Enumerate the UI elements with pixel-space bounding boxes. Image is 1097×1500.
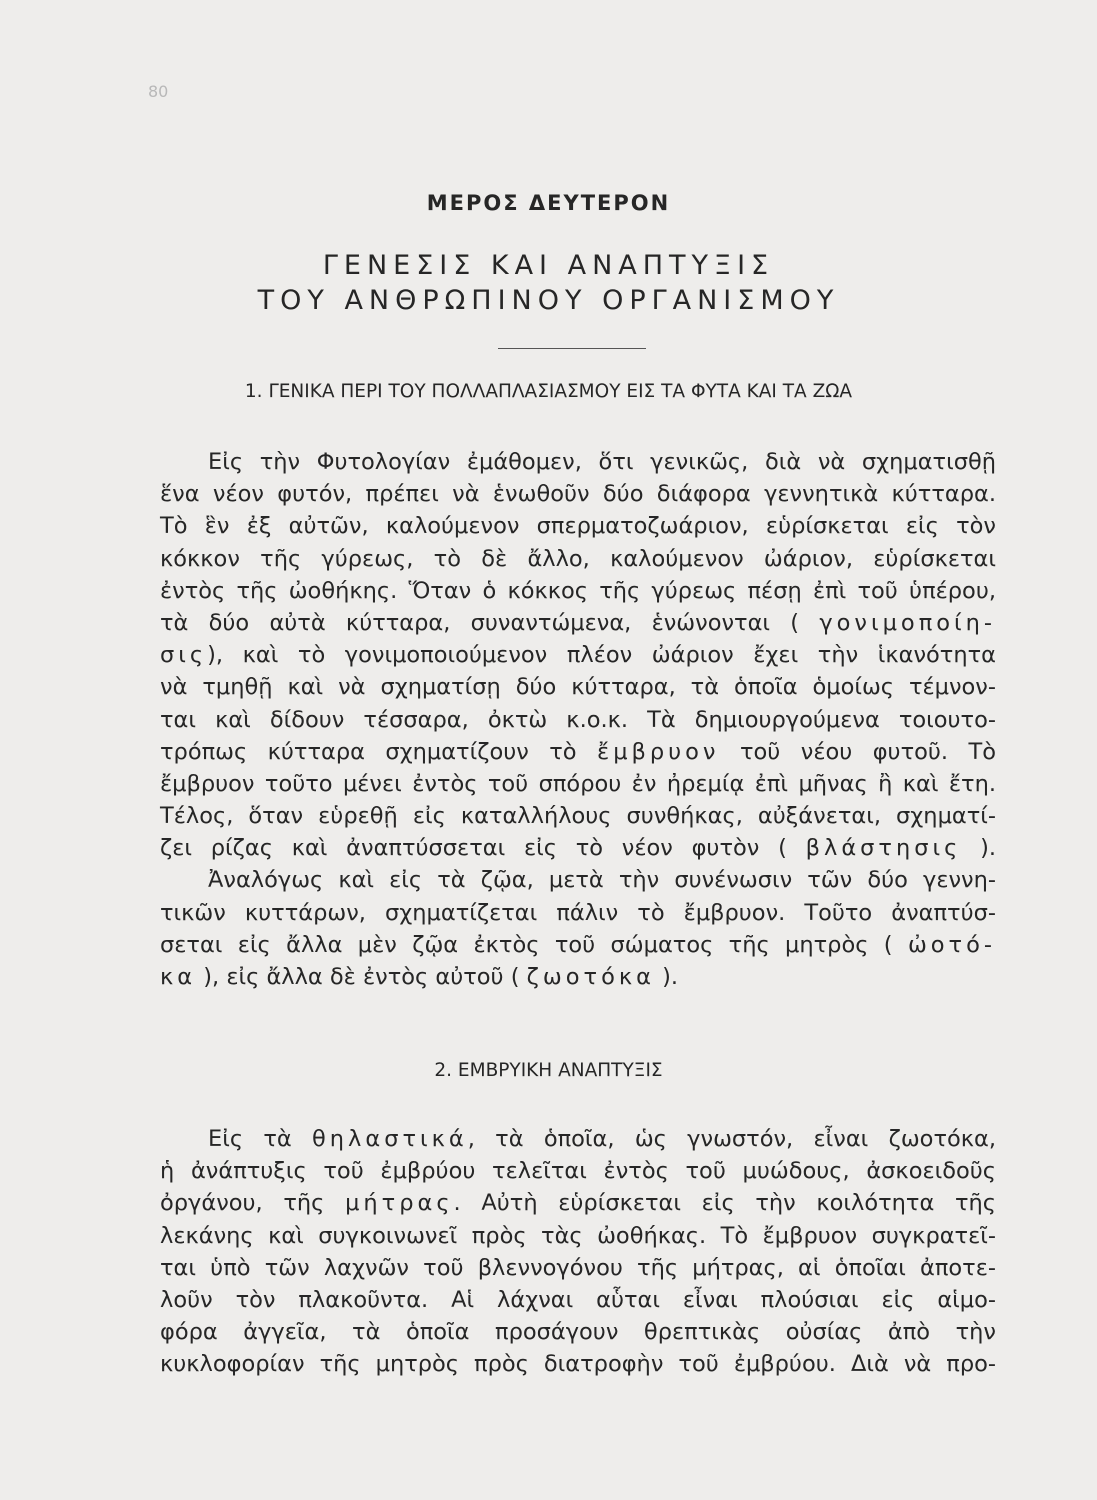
spaced-term: ἔμβρυον	[597, 738, 720, 765]
section-2-heading: 2. ΕΜΒΡΥΙΚΗ ΑΝΑΠΤΥΞΙΣ	[434, 1060, 663, 1081]
part-title: ΜΕΡΟΣ ΔΕΥΤΕΡΟΝ	[426, 191, 671, 215]
text-line: Τέλος, ὅταν εὑρεθῇ εἰς καταλλήλους συνθήκας, αὐξάνεται, σχηματί-	[160, 803, 996, 830]
text-line: ὀργάνου, τῆς μήτρας. Αὐτὴ εὑρίσκεται εἰς τὴν κοιλότητα τῆς	[160, 1190, 996, 1217]
section-2-paragraph	[160, 1123, 996, 1381]
spaced-term: κα	[160, 964, 197, 990]
spaced-term: ὠοτό-	[907, 931, 996, 958]
spaced-term: ζωοτόκα	[526, 964, 655, 990]
text-line: κυκλοφορίαν τῆς μητρὸς πρὸς διατροφὴν τοῦ ἐμβρύου. Διὰ νὰ προ-	[160, 1351, 996, 1378]
text-line: ἔμβρυον τοῦτο μένει ἐντὸς τοῦ σπόρου ἐν ἠρεμίᾳ ἐπὶ μῆνας ἢ καὶ ἔτη.	[160, 770, 996, 797]
text-line: ἕνα νέον φυτόν, πρέπει νὰ ἑνωθοῦν δύο διάφορα γεννητικὰ κύτταρα.	[160, 481, 996, 508]
text-line: Εἰς τὴν Φυτολογίαν ἐμάθομεν, ὅτι γενικῶς, διὰ νὰ σχηματισθῇ	[208, 449, 996, 475]
text-line: ἐντὸς τῆς ὠοθήκης. Ὅταν ὁ κόκκος τῆς γύρεως πέσῃ ἐπὶ τοῦ ὑπέρου,	[160, 577, 996, 604]
text-line: ζει ρίζας καὶ ἀναπτύσσεται εἰς τὸ νέον φυτὸν ( βλάστησις ).	[160, 835, 996, 862]
text-line: Ἀναλόγως καὶ εἰς τὰ ζῷα, μετὰ τὴν συνένωσιν τῶν δύο γεννη-	[208, 867, 996, 894]
text-line: τικῶν κυττάρων, σχηματίζεται πάλιν τὸ ἔμβρυον. Τοῦτο ἀναπτύσ-	[160, 899, 996, 926]
text-line: λεκάνης καὶ συγκοινωνεῖ πρὸς τὰς ὠοθήκας. Τὸ ἔμβρυον συγκρατεῖ-	[160, 1222, 996, 1249]
text-line: Εἰς τὰ θηλαστικά, τὰ ὁποῖα, ὡς γνωστόν, εἶναι ζωοτόκα,	[208, 1126, 996, 1152]
text-line: φόρα ἀγγεῖα, τὰ ὁποῖα προσάγουν θρεπτικὰς οὐσίας ἀπὸ τὴν	[160, 1319, 996, 1346]
text-line: κα ), εἰς ἄλλα δὲ ἐντὸς αὐτοῦ ( ζωοτόκα ).	[160, 964, 679, 990]
spaced-term: σις	[160, 642, 208, 669]
section-1-heading: 1. ΓΕΝΙΚΑ ΠΕΡΙ ΤΟΥ ΠΟΛΛΑΠΛΑΣΙΑΣΜΟΥ ΕΙΣ ΤΑ ΦΥΤΑ ΚΑΙ ΤΑ ΖΩΑ	[244, 381, 853, 402]
text-line: νὰ τμηθῇ καὶ νὰ σχηματίσῃ δύο κύτταρα, τὰ ὁποῖα ὁμοίως τέμνον-	[160, 674, 996, 701]
text-line: λοῦν τὸν πλακοῦντα. Αἱ λάχναι αὗται εἶναι πλούσιαι εἰς αἱμο-	[160, 1286, 996, 1313]
page-number: 80	[148, 82, 169, 101]
section-1-paragraph	[160, 446, 996, 993]
text-line: ται ὑπὸ τῶν λαχνῶν τοῦ βλεννογόνου τῆς μήτρας, αἱ ὁποῖαι ἀποτε-	[160, 1254, 996, 1281]
spaced-term: βλάστησις	[805, 835, 962, 862]
spaced-term: θηλαστικά	[312, 1126, 468, 1152]
text-line: τὰ δύο αὐτὰ κύτταρα, συναντώμενα, ἑνώνονται ( γονιμοποίη-	[160, 609, 996, 636]
text-line: τρόπως κύτταρα σχηματίζουν τὸ ἔμβρυον τοῦ νέου φυτοῦ. Τὸ	[160, 738, 997, 765]
spaced-term: μήτρας	[345, 1190, 454, 1217]
main-title-line-1: ΓΕΝΕΣΙΣ ΚΑΙ ΑΝΑΠΤΥΞΙΣ	[322, 250, 775, 281]
title-divider	[498, 348, 646, 349]
text-line: ται καὶ δίδουν τέσσαρα, ὀκτὼ κ.ο.κ. Τὰ δημιουργούμενα τοιουτο-	[160, 706, 996, 733]
text-line: σεται εἰς ἄλλα μὲν ζῷα ἐκτὸς τοῦ σώματος τῆς μητρὸς ( ὠοτό-	[160, 931, 996, 958]
text-line: σις), καὶ τὸ γονιμοποιούμενον πλέον ὠάριον ἔχει τὴν ἱκανότητα	[160, 642, 996, 669]
text-line: Τὸ ἓν ἐξ αὐτῶν, καλούμενον σπερματοζωάριον, εὑρίσκεται εἰς τὸν	[160, 513, 996, 540]
text-line: ἡ ἀνάπτυξις τοῦ ἐμβρύου τελεῖται ἐντὸς τοῦ μυώδους, ἀσκοειδοῦς	[160, 1158, 996, 1185]
text-line: κόκκον τῆς γύρεως, τὸ δὲ ἄλλο, καλούμενον ὠάριον, εὑρίσκεται	[160, 545, 996, 572]
main-title-line-2: ΤΟΥ ΑΝΘΡΩΠΙΝΟΥ ΟΡΓΑΝΙΣΜΟΥ	[257, 285, 840, 316]
spaced-term: γονιμοποίη-	[819, 609, 996, 636]
